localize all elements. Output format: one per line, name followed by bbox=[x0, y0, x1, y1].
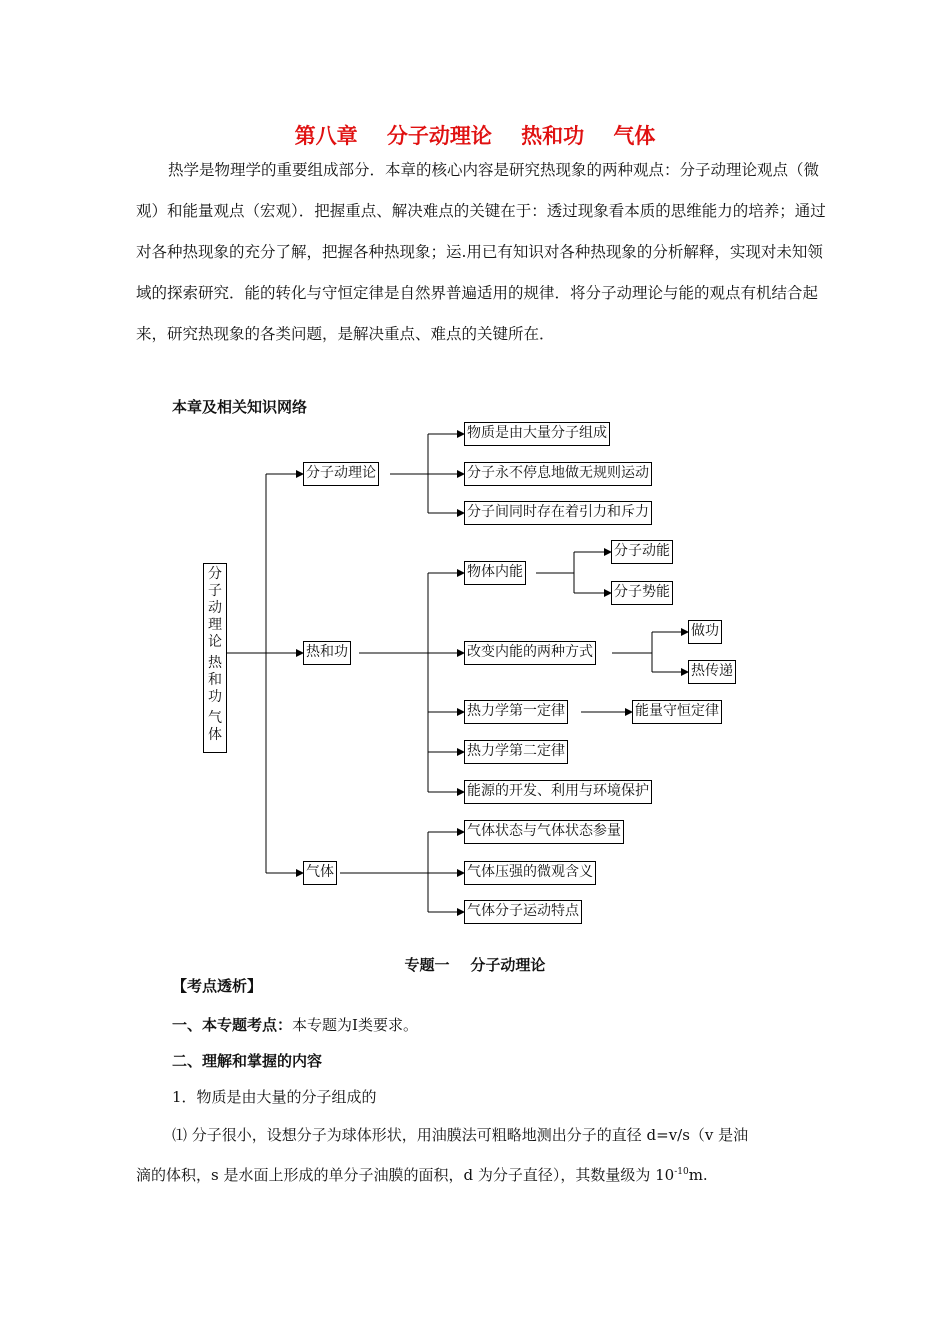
network-title: 本章及相关知识网络 bbox=[172, 398, 308, 416]
node-gas-motion: 气体分子运动特点 bbox=[464, 900, 582, 924]
node-first-law: 热力学第一定律 bbox=[464, 700, 568, 724]
root-box: 分 子 动 理 论 热 和 功 气 体 bbox=[203, 563, 227, 753]
node-heat-transfer: 热传递 bbox=[688, 660, 736, 684]
intro-paragraph: 热学是物理学的重要组成部分．本章的核心内容是研究热现象的两种观点：分子动理论观点（微观）和能量观点（宏观）．把握重点、解决难点的关键在于：透过现象看本质的思维能力的培养；通过对各种热现象的充分了解，把握各种热现象；运.用已有知识对各种热现象的分析解释，实现对未知领域的探索研究．能的转化与守恒定律是自然界普遍适用的规律．将分子动理论与能的观点有机结合起来，研究热现象的各类问题，是解决重点、难点的关键所在． bbox=[136, 161, 826, 343]
node-molecules-compose: 物质是由大量分子组成 bbox=[464, 422, 610, 446]
node-potential-energy: 分子势能 bbox=[611, 581, 673, 605]
chapter-title: 第八章 分子动理论 热和功 气体 bbox=[294, 124, 656, 148]
node-change-methods: 改变内能的两种方式 bbox=[464, 641, 596, 665]
node-kinetic-energy: 分子动能 bbox=[611, 540, 673, 564]
item-1-para-line1: ⑴ 分子很小，设想分子为球体形状，用油膜法可粗略地测出分子的直径 d=v/s（v 是油 bbox=[172, 1126, 749, 1144]
exam-point-line: 一、本专题考点：本专题为Ⅰ类要求。 bbox=[172, 1016, 418, 1034]
node-forces: 分子间同时存在着引力和斥力 bbox=[464, 501, 652, 525]
node-work: 做功 bbox=[688, 620, 722, 644]
node-energy-environment: 能源的开发、利用与环境保护 bbox=[464, 780, 652, 804]
node-second-law: 热力学第二定律 bbox=[464, 740, 568, 764]
node-gas: 气体 bbox=[303, 861, 337, 885]
node-energy-conservation: 能量守恒定律 bbox=[632, 700, 722, 724]
node-gas-state: 气体状态与气体状态参量 bbox=[464, 820, 624, 844]
kaodian-heading: 【考点透析】 bbox=[172, 977, 263, 995]
node-gas-pressure: 气体压强的微观含义 bbox=[464, 861, 596, 885]
node-molecular-theory: 分子动理论 bbox=[303, 462, 379, 486]
content-heading: 二、理解和掌握的内容 bbox=[172, 1052, 323, 1070]
item-1: 1．物质是由大量的分子组成的 bbox=[172, 1088, 377, 1106]
node-random-motion: 分子永不停息地做无规则运动 bbox=[464, 462, 652, 486]
node-heat-work: 热和功 bbox=[303, 641, 351, 665]
item-1-para-line2: 滴的体积，s 是水面上形成的单分子油膜的面积，d 为分子直径），其数量级为 $10^{-10}m$. bbox=[136, 1166, 708, 1184]
node-internal-energy: 物体内能 bbox=[464, 561, 526, 585]
section-title: 专题一 分子动理论 bbox=[404, 956, 546, 974]
